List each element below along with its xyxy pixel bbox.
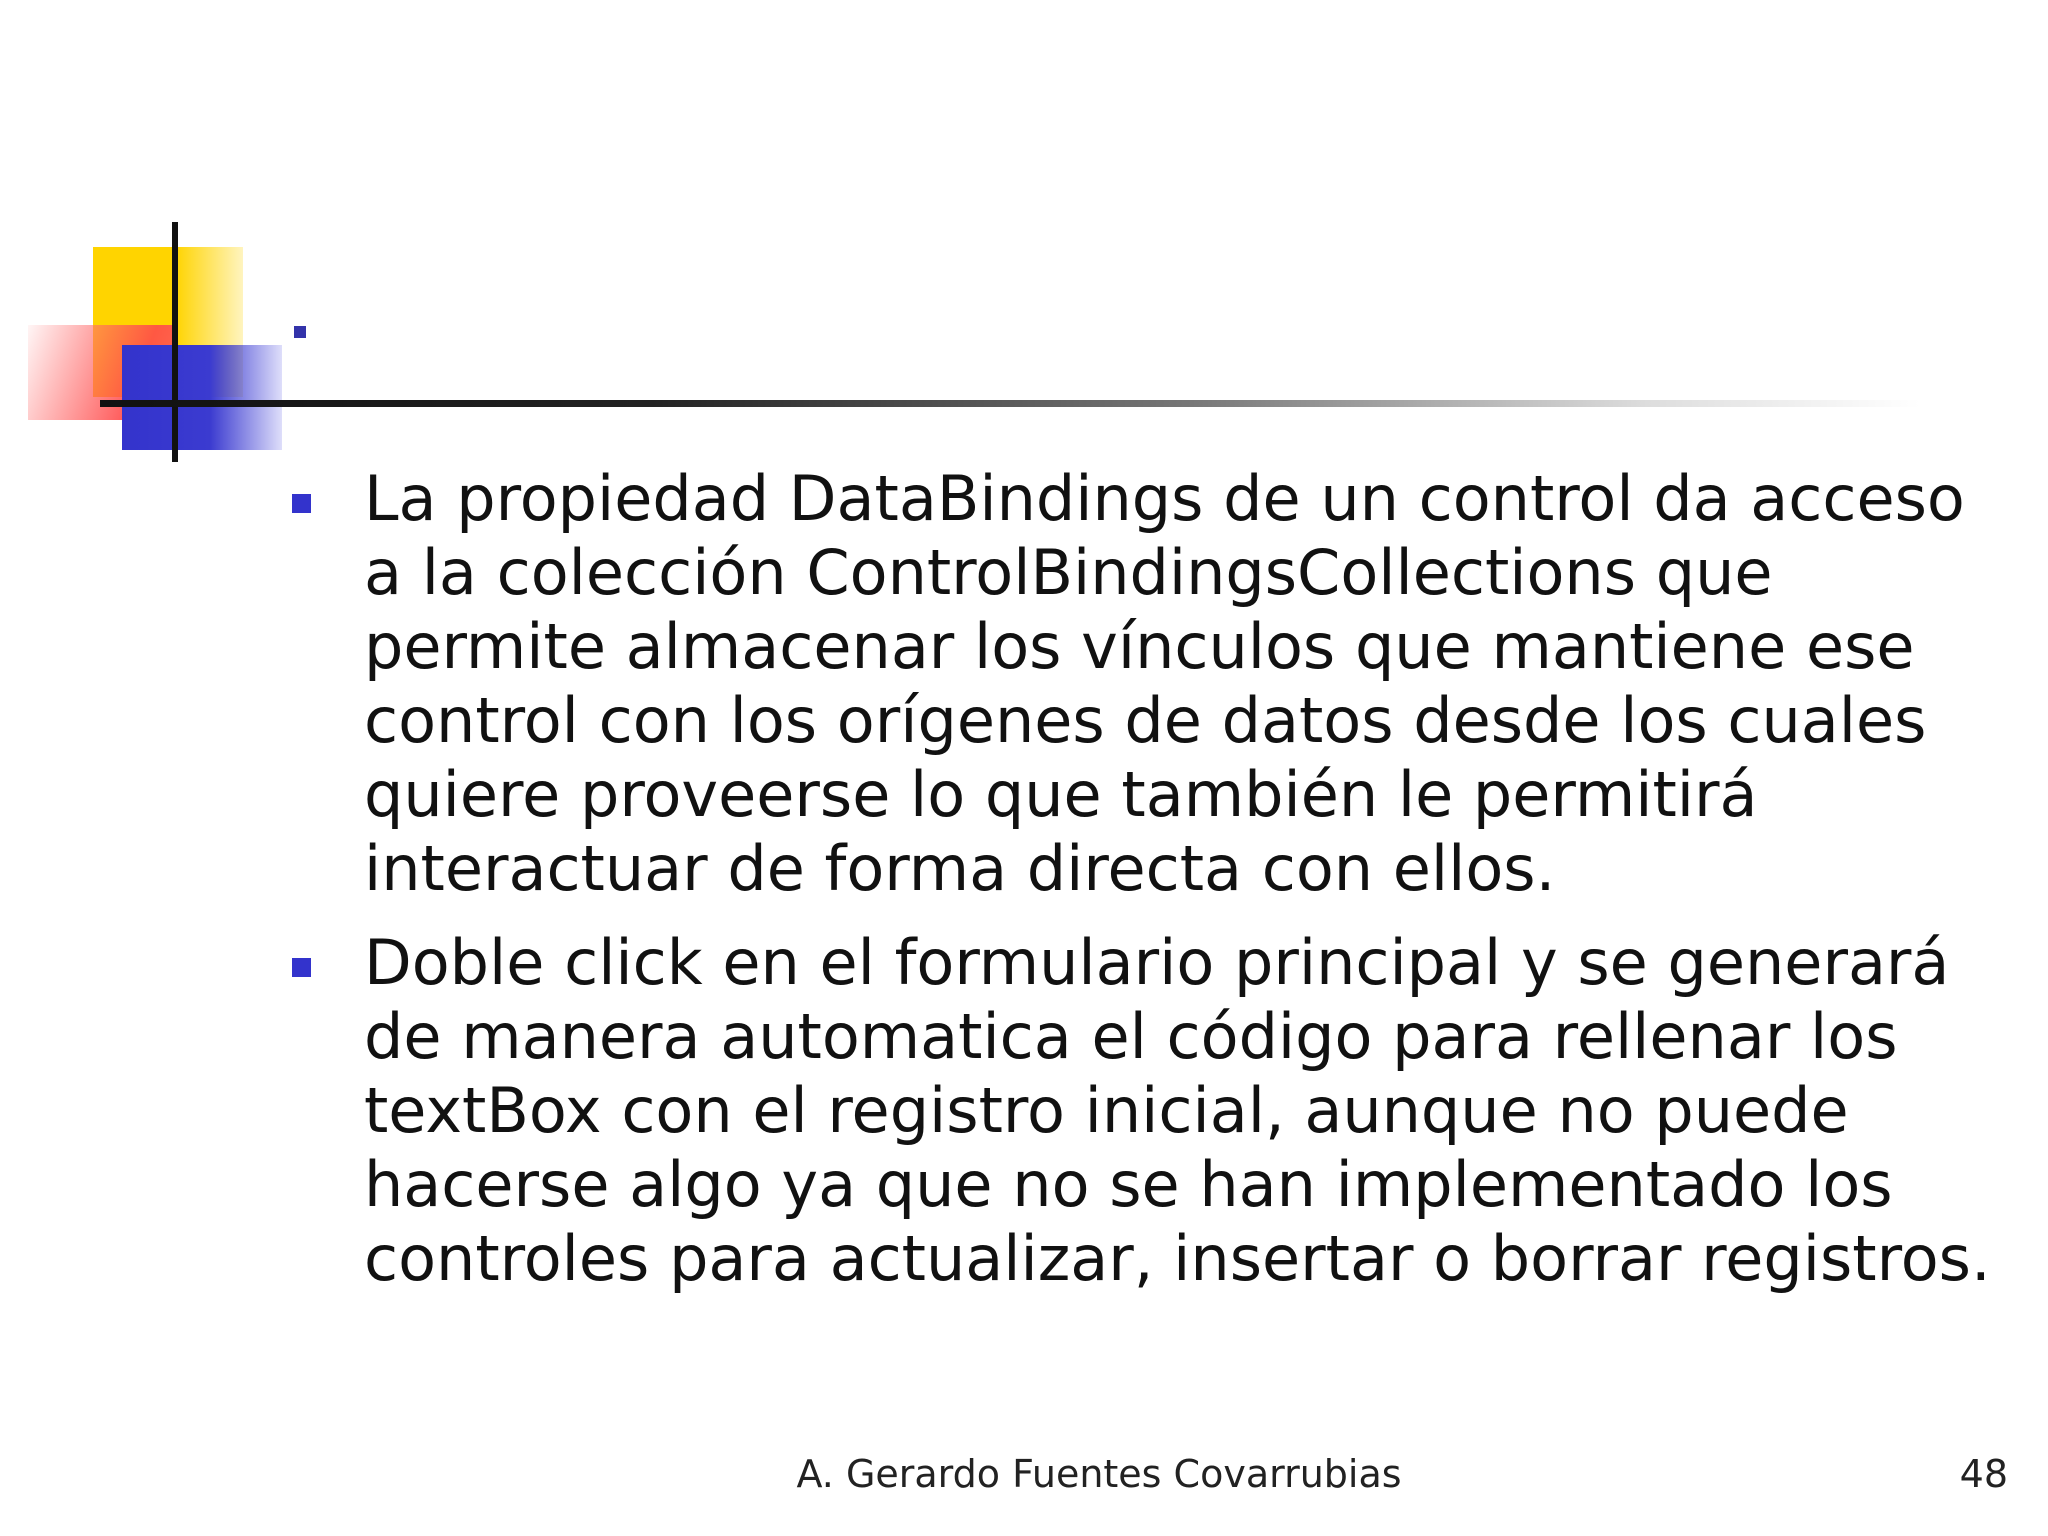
logo-blue-square [122,345,282,450]
logo-vertical-line [172,222,178,462]
page-number: 48 [1959,1452,2008,1496]
bullet-text: La propiedad DataBindings de un control da acceso a la colección ControlBindingsCollections que permite almacenar los vínculos que mantiene ese control con los orígenes de datos desde los cuales quiere proveerse lo que también le permitirá interactuar de forma directa con ellos. [364,462,1965,905]
bullet-item [290,462,2010,906]
title-divider-line [100,400,1920,407]
bullet-text: Doble click en el formulario principal y se generará de manera automatica el código para rellenar los textBox con el registro inicial, aunque no puede hacerse algo ya que no se han implementado los controles para actualizar, insertar o borrar registros. [364,926,1991,1295]
square-bullet-icon [292,494,311,513]
slide-body [290,462,2010,1316]
bullet-item [290,926,2010,1296]
square-bullet-icon [292,958,311,977]
title-placeholder-dot [294,326,306,338]
footer-author: A. Gerardo Fuentes Covarrubias [796,1452,1402,1496]
